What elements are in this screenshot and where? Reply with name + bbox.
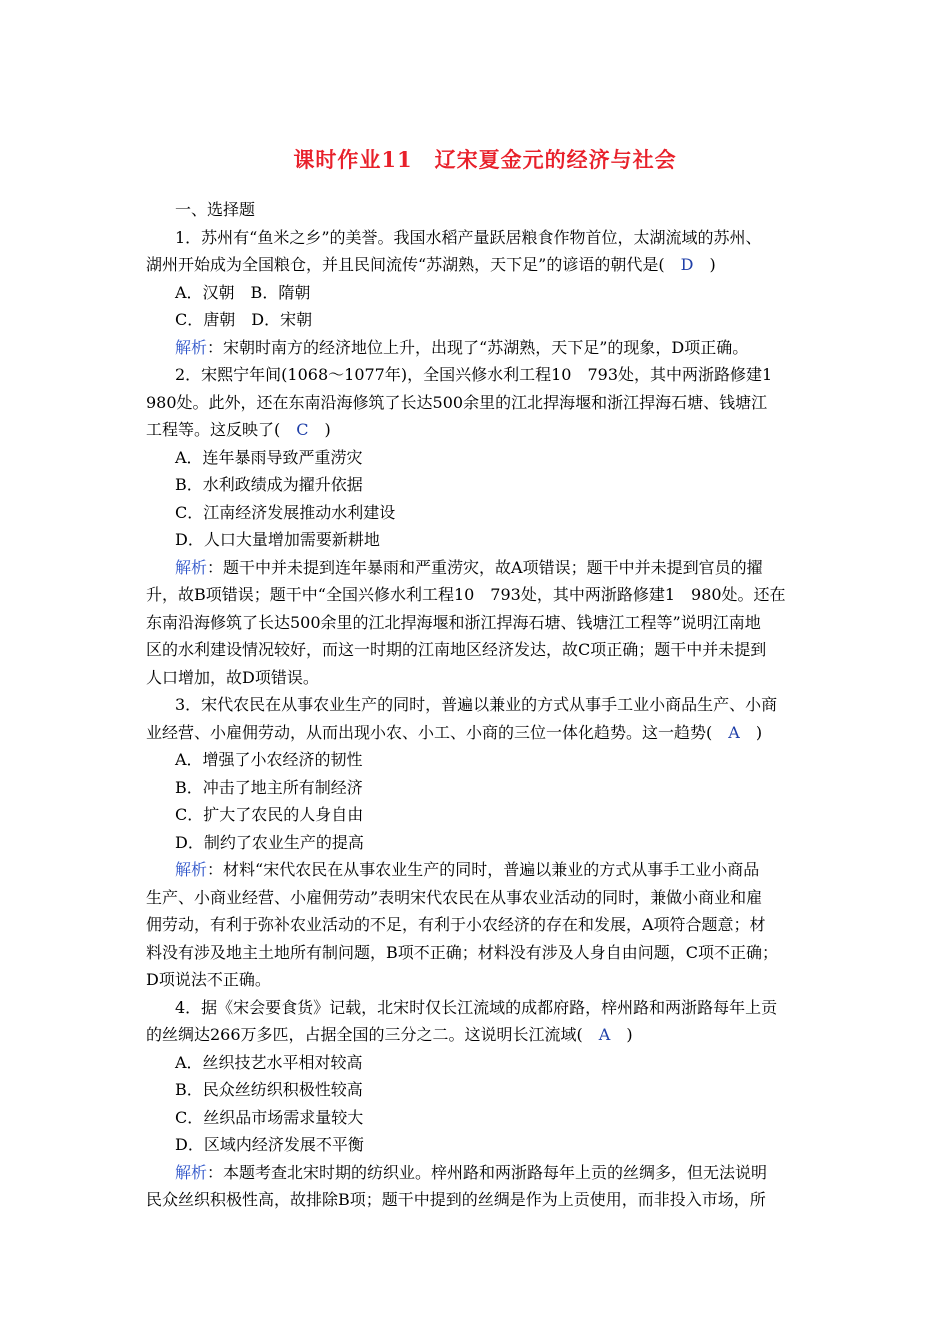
question-2-line-3: 工程等。这反映了( C ) (146, 420, 331, 439)
question-3-analysis-line-5: D项说法不正确。 (146, 970, 271, 989)
analysis-label: 解析 (175, 557, 208, 577)
question-4-line-2: 的丝绸达266万多匹，占据全国的三分之二。这说明长江流域( A ) (146, 1025, 633, 1044)
question-2-line-2: 980处。此外，还在东南沿海修筑了长达500余里的江北捍海堰和浙江捍海石塘、钱塘江 (146, 392, 768, 412)
question-2-line-1: 2．宋熙宁年间(1068～1077年)，全国兴修水利工程10 793处，其中两浙路修建1 (175, 365, 773, 384)
question-4-option-a: A．丝织技艺水平相对较高 (175, 1052, 363, 1072)
question-4-analysis-line-1: 解析：本题考查北宋时期的纺织业。梓州路和两浙路每年上贡的丝绸多，但无法说明 (175, 1162, 768, 1182)
page-title: 课时作业11 辽宋夏金元的经济与社会 (293, 147, 677, 172)
question-1-analysis: 解析：宋朝时南方的经济地位上升，出现了“苏湖熟，天下足”的现象，D项正确。 (175, 337, 749, 357)
analysis-label: 解析 (175, 860, 208, 879)
question-3-option-a: A．增强了小农经济的韧性 (175, 750, 363, 769)
question-3-analysis-line-3: 佣劳动，有利于弥补农业活动的不足，有利于小农经济的存在和发展，A项符合题意；材 (146, 915, 766, 934)
question-3-option-c: C．扩大了农民的人身自由 (175, 805, 364, 824)
question-4-option-c: C．丝织品市场需求量较大 (175, 1107, 364, 1127)
question-2-analysis-line-4: 区的水利建设情况较好，而这一时期的江南地区经济发达，故C项正确；题干中并未提到 (146, 640, 767, 659)
question-2-option-c: C．江南经济发展推动水利建设 (175, 502, 396, 522)
question-3-line-2: 业经营、小雇佣劳动，从而出现小农、小工、小商的三位一体化趋势。这一趋势( A ) (146, 722, 763, 742)
question-2-analysis-line-1: 解析：题干中并未提到连年暴雨和严重涝灾，故A项错误；题干中并未提到官员的擢 (175, 557, 763, 577)
question-1-line-2: 湖州开始成为全国粮仓，并且民间流传“苏湖熟，天下足”的谚语的朝代是( D ) (146, 255, 716, 274)
question-4-analysis-line-2: 民众丝织积极性高，故排除B项；题干中提到的丝绸是作为上贡使用，而非投入市场，所 (146, 1190, 766, 1209)
question-2-analysis-line-5: 人口增加，故D项错误。 (146, 667, 319, 687)
question-2-option-b: B．水利政绩成为擢升依据 (175, 475, 363, 494)
question-2-answer: C (296, 420, 309, 439)
question-3-analysis-line-4: 料没有涉及地主土地所有制问题，B项不正确；材料没有涉及人身自由问题，C项不正确； (146, 942, 779, 962)
question-4-option-b: B．民众丝纺织积极性较高 (175, 1080, 363, 1099)
question-2-analysis-line-3: 东南沿海修筑了长达500余里的江北捍海堰和浙江捍海石塘、钱塘江工程等”说明江南地 (146, 612, 761, 632)
question-3-option-d: D．制约了农业生产的提高 (175, 832, 364, 852)
question-1-answer: D (680, 255, 694, 274)
section-heading: 一、选择题 (175, 200, 256, 219)
question-3-analysis-line-2: 生产、小商业经营、小雇佣劳动”表明宋代农民在从事农业活动的同时，兼做小商业和雇 (146, 887, 763, 907)
question-3-analysis-line-1: 解析：材料“宋代农民在从事农业生产的同时，普遍以兼业的方式从事手工业小商品 (175, 860, 760, 879)
question-2-option-a: A．连年暴雨导致严重涝灾 (175, 447, 363, 467)
question-2-option-d: D．人口大量增加需要新耕地 (175, 530, 380, 549)
question-3-line-1: 3．宋代农民在从事农业生产的同时，普遍以兼业的方式从事手工业小商品生产、小商 (175, 695, 778, 714)
question-3-option-b: B．冲击了地主所有制经济 (175, 777, 363, 797)
question-1-line-1: 1．苏州有“鱼米之乡”的美誉。我国水稻产量跃居粮食作物首位，太湖流域的苏州、 (175, 227, 762, 247)
question-4-option-d: D．区域内经济发展不平衡 (175, 1135, 364, 1154)
analysis-label: 解析 (175, 1162, 208, 1182)
question-1-options-cd: C．唐朝 D．宋朝 (175, 310, 313, 329)
question-2-analysis-line-2: 升，故B项错误；题干中“全国兴修水利工程10 793处，其中两浙路修建1 980处。还在 (146, 585, 786, 604)
question-4-line-1: 4．据《宋会要食货》记载，北宋时仅长江流域的成都府路，梓州路和两浙路每年上贡 (175, 997, 778, 1017)
question-3-answer: A (728, 722, 740, 742)
analysis-label: 解析 (175, 337, 208, 357)
question-1-options-ab: A．汉朝 B．隋朝 (175, 282, 311, 302)
question-4-answer: A (598, 1025, 611, 1044)
